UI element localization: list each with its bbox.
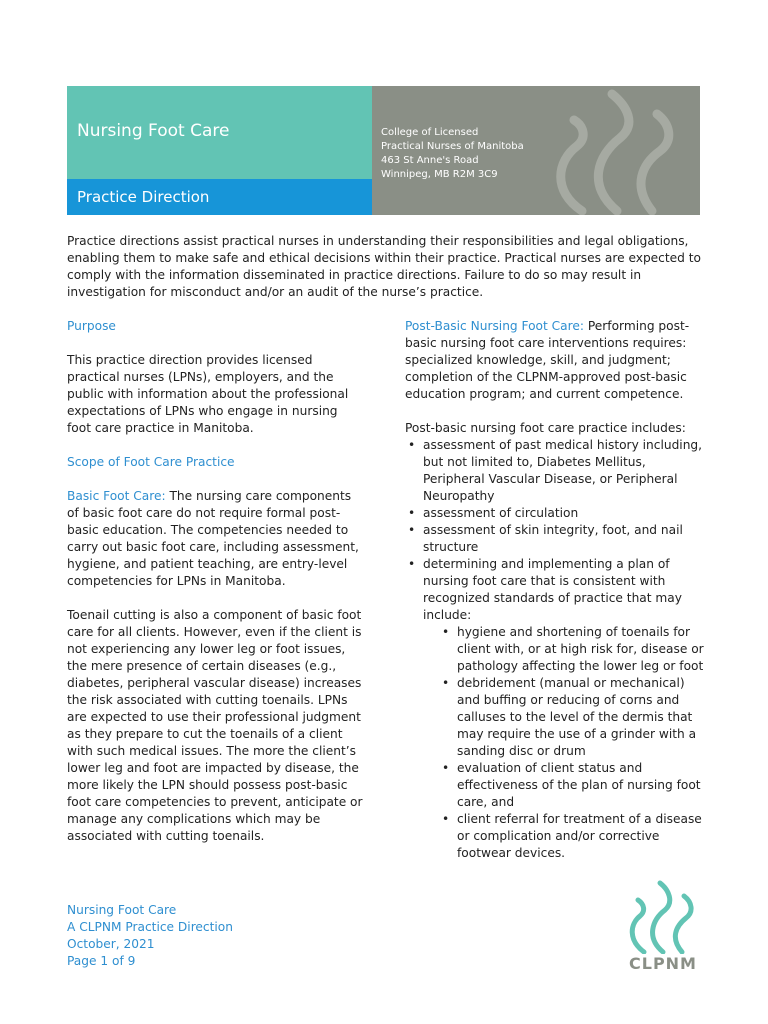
right-column bbox=[405, 318, 705, 862]
title-band bbox=[67, 86, 372, 179]
address-line: College of Licensed bbox=[381, 127, 479, 138]
basic-foot-care-text: The nursing care components of basic foot care do not require formal post-basic education. The competencies needed to carry out basic foot care, including assessment, hygiene, and patient teaching, are entry-level competencies for LPNs in Manitoba. bbox=[67, 489, 359, 588]
left-column bbox=[67, 318, 365, 862]
practice-list bbox=[405, 437, 705, 862]
document-title: Nursing Foot Care bbox=[77, 121, 230, 141]
address-line: Practical Nurses of Manitoba bbox=[381, 141, 524, 152]
address-block bbox=[372, 86, 700, 215]
purpose-heading: Purpose bbox=[67, 319, 116, 333]
basic-foot-care-paragraph bbox=[67, 488, 365, 590]
sub-list bbox=[439, 624, 705, 862]
post-basic-text: Performing post-basic nursing foot care interventions requires: specialized knowledge, skill, and judgment; completion of the CLPNM-approved post-basic education program; and current competence. bbox=[405, 319, 690, 401]
sub-list-item: • hygiene and shortening of toenails for client with, or at high risk for, disease or pathology affecting the lower leg or foot bbox=[439, 624, 705, 675]
document-header bbox=[67, 86, 700, 215]
flame-logo-icon bbox=[622, 880, 704, 954]
intro-paragraph: Practice directions assist practical nurses in understanding their responsibilities and legal obligations, enabling them to make safe and ethical decisions within their practice. Practical nurses are expected to comply with the information disseminated in practice directions. Failure to do so may result in investigation for misconduct and/or an audit of the nurse’s practice. bbox=[67, 234, 702, 299]
basic-foot-care-lead: Basic Foot Care: bbox=[67, 489, 166, 503]
page-footer bbox=[67, 902, 233, 970]
list-item: • assessment of circulation bbox=[405, 505, 705, 522]
address-line: Winnipeg, MB R2M 3C9 bbox=[381, 169, 498, 180]
scope-heading: Scope of Foot Care Practice bbox=[67, 455, 235, 469]
subtitle-band bbox=[67, 179, 372, 215]
logo-wordmark: CLPNM bbox=[629, 954, 697, 973]
page-number: Page 1 of 9 bbox=[67, 954, 136, 968]
list-item: • assessment of skin integrity, foot, and nail structure bbox=[405, 522, 705, 556]
list-item-text: determining and implementing a plan of nursing foot care that is consistent with recognized standards of practice that may include: bbox=[423, 557, 682, 622]
header-title-block bbox=[67, 86, 372, 215]
post-basic-lead: Post-Basic Nursing Foot Care: bbox=[405, 319, 584, 333]
flame-watermark-icon bbox=[542, 86, 692, 215]
list-item bbox=[405, 556, 705, 862]
document-subtitle: Practice Direction bbox=[77, 188, 210, 206]
list-item: • assessment of past medical history including, but not limited to, Diabetes Mellitus, Peripheral Vascular Disease, or Peripheral Neuropathy bbox=[405, 437, 705, 505]
sub-list-item: • client referral for treatment of a disease or complication and/or corrective footwear devices. bbox=[439, 811, 705, 862]
footer-line: October, 2021 bbox=[67, 937, 155, 951]
post-basic-paragraph bbox=[405, 318, 705, 403]
sub-list-item: • debridement (manual or mechanical) and buffing or reducing of corns and calluses to the level of the dermis that may require the use of a grinder with a sanding disc or drum bbox=[439, 675, 705, 760]
college-address bbox=[381, 126, 524, 182]
toenail-paragraph: Toenail cutting is also a component of basic foot care for all clients. However, even if the client is not experiencing any lower leg or foot issues, the mere presence of certain diseases (e.g., diabetes, peripheral vascular disease) increases the risk associated with cutting toenails. LPNs are expected to use their professional judgment as they prepare to cut the toenails of a client with such medical issues. The more the client’s lower leg and foot are impacted by disease, the more likely the LPN should possess post-basic foot care competencies to prevent, anticipate or manage any complications which may be associated with cutting toenails. bbox=[67, 608, 363, 843]
includes-text: Post-basic nursing foot care practice includes: bbox=[405, 421, 686, 435]
sub-list-item: • evaluation of client status and effectiveness of the plan of nursing foot care, and bbox=[439, 760, 705, 811]
footer-line: Nursing Foot Care bbox=[67, 903, 177, 917]
footer-line: A CLPNM Practice Direction bbox=[67, 920, 233, 934]
purpose-text: This practice direction provides licensed practical nurses (LPNs), employers, and the public with information about the professional expectations of LPNs who engage in nursing foot care practice in Manitoba. bbox=[67, 353, 349, 435]
address-line: 463 St Anne's Road bbox=[381, 155, 479, 166]
clpnm-logo bbox=[622, 880, 704, 976]
